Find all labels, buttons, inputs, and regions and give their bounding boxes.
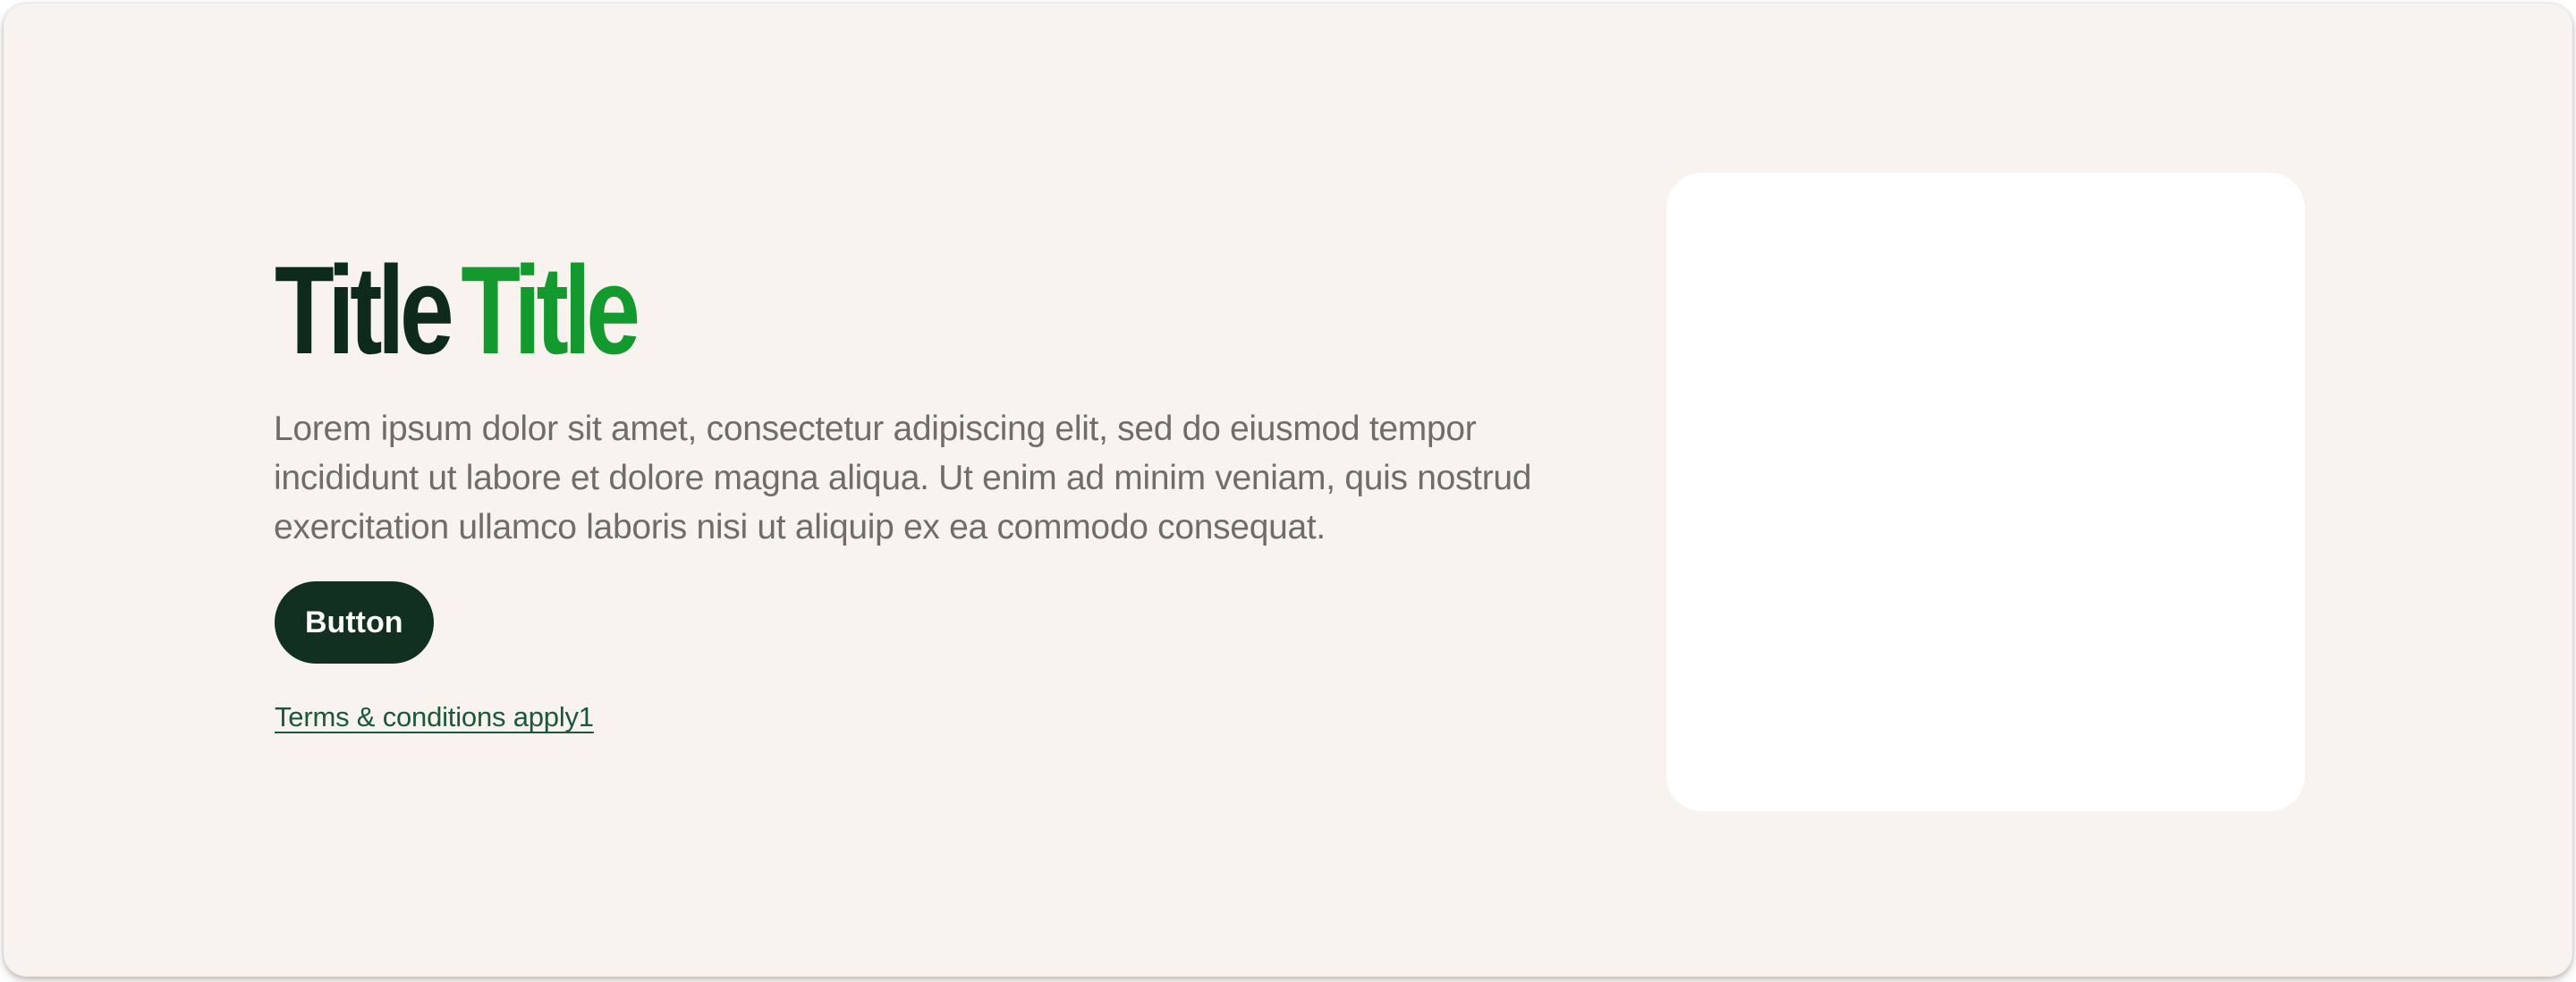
hero-description-line: incididunt ut labore et dolore magna aliqua. Ut enim ad minim veniam, quis nostrud: [274, 459, 1532, 497]
hero-description: [274, 404, 1531, 552]
page-title: [275, 240, 636, 380]
cta-button[interactable]: Button: [275, 581, 434, 664]
title-word-primary: Title: [275, 240, 450, 380]
hero-section-panel: [4, 4, 2572, 977]
hero-description-line: exercitation ullamco laboris nisi ut aliquip ex ea commodo consequat.: [274, 508, 1326, 546]
media-placeholder-card: [1666, 173, 2305, 811]
hero-description-line: Lorem ipsum dolor sit amet, consectetur adipiscing elit, sed do eiusmod tempor: [274, 410, 1477, 448]
title-word-accent: Title: [461, 240, 636, 380]
terms-conditions-link[interactable]: Terms & conditions apply1: [275, 701, 594, 732]
